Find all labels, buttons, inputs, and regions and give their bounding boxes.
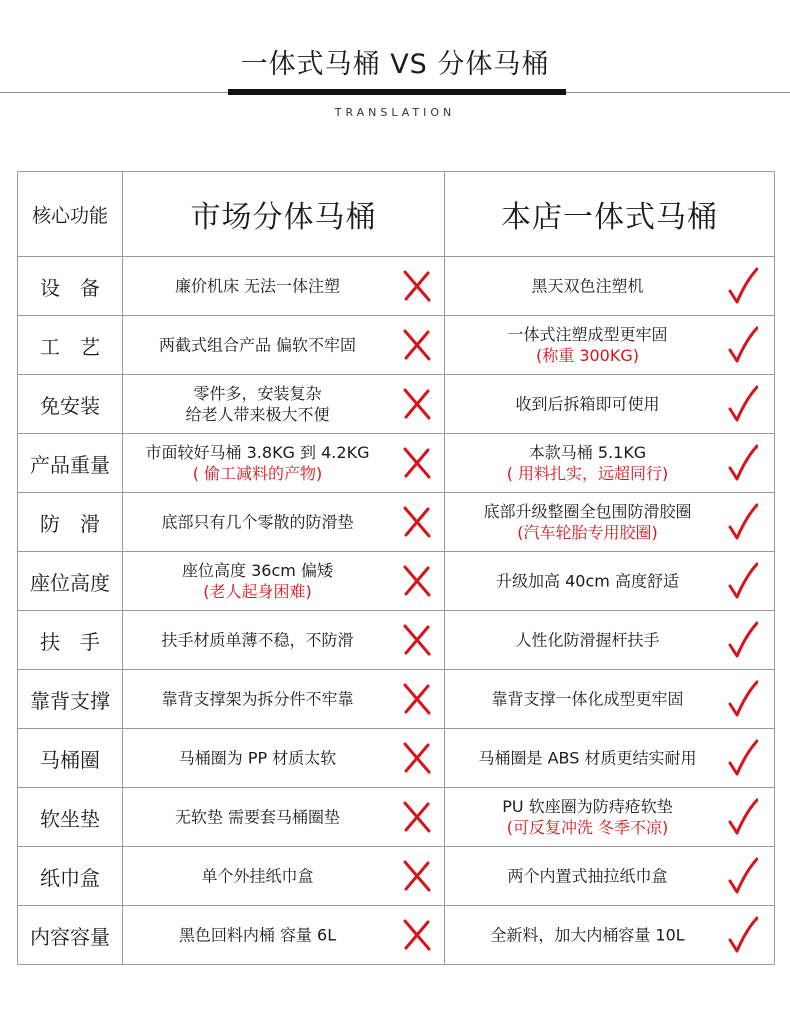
cell-line: 两截式组合产品 偏软不牢固 bbox=[158, 335, 357, 355]
table-row bbox=[18, 493, 775, 552]
ours-text bbox=[453, 866, 722, 887]
cell-line: 底部升级整圈全包围防滑胶圈 bbox=[483, 502, 692, 521]
market-cell bbox=[123, 788, 445, 847]
cell-line: 座位高度 36cm 偏矮 bbox=[182, 561, 333, 580]
check-icon bbox=[728, 857, 758, 895]
ours-text bbox=[453, 394, 722, 415]
cell-line: 市面较好马桶 3.8KG 到 4.2KG bbox=[145, 443, 370, 462]
ours-cell bbox=[445, 788, 775, 847]
table-row bbox=[18, 729, 775, 788]
row-label: 工 艺 bbox=[18, 316, 123, 375]
ours-text bbox=[453, 925, 722, 946]
table-header-row bbox=[18, 172, 775, 257]
row-label: 产品重量 bbox=[18, 434, 123, 493]
cell-note-red: (称重 300KG) bbox=[535, 346, 639, 365]
market-cell bbox=[123, 906, 445, 965]
market-cell bbox=[123, 375, 445, 434]
ours-cell bbox=[445, 670, 775, 729]
check-icon bbox=[728, 326, 758, 364]
cell-line: 黑天双色注塑机 bbox=[531, 276, 644, 296]
market-text bbox=[131, 630, 384, 651]
check-icon bbox=[728, 503, 758, 541]
cell-line: 全新料，加大内桶容量 10L bbox=[490, 925, 685, 945]
cell-line: 给老人带来极大不便 bbox=[185, 405, 330, 424]
cross-icon bbox=[402, 565, 432, 597]
ours-cell bbox=[445, 434, 775, 493]
column-header-ours: 本店一体式马桶 bbox=[445, 172, 775, 257]
ours-text bbox=[453, 689, 722, 710]
check-icon bbox=[728, 385, 758, 423]
cell-line: 人性化防滑握杆扶手 bbox=[515, 630, 660, 650]
column-header-market: 市场分体马桶 bbox=[123, 172, 445, 257]
market-text bbox=[131, 512, 384, 533]
market-text bbox=[131, 335, 384, 356]
table-row bbox=[18, 670, 775, 729]
cell-note-red: (可反复冲洗 冬季不凉) bbox=[506, 818, 669, 837]
market-text bbox=[131, 276, 384, 297]
row-label: 纸巾盒 bbox=[18, 847, 123, 906]
row-label: 靠背支撑 bbox=[18, 670, 123, 729]
cross-icon bbox=[402, 860, 432, 892]
ours-text bbox=[453, 442, 722, 484]
row-label: 软坐垫 bbox=[18, 788, 123, 847]
cell-line: 黑色回料内桶 容量 6L bbox=[178, 925, 337, 945]
page-subtitle: TRANSLATION bbox=[334, 106, 456, 119]
cell-note-red: (老人起身困难) bbox=[203, 582, 312, 601]
market-cell bbox=[123, 434, 445, 493]
cross-icon bbox=[402, 683, 432, 715]
market-cell bbox=[123, 670, 445, 729]
title-underline-bar bbox=[228, 89, 566, 95]
table-row bbox=[18, 611, 775, 670]
comparison-table bbox=[17, 171, 775, 965]
row-label: 马桶圈 bbox=[18, 729, 123, 788]
cell-note-red: ( 用料扎实，远超同行) bbox=[506, 464, 669, 483]
table-row bbox=[18, 316, 775, 375]
check-icon bbox=[728, 621, 758, 659]
cross-icon bbox=[402, 270, 432, 302]
cross-icon bbox=[402, 447, 432, 479]
market-text bbox=[131, 866, 384, 887]
page-header bbox=[0, 0, 790, 130]
cross-icon bbox=[402, 742, 432, 774]
market-cell bbox=[123, 552, 445, 611]
ours-text bbox=[453, 276, 722, 297]
row-label: 座位高度 bbox=[18, 552, 123, 611]
cell-line: 两个内置式抽拉纸巾盒 bbox=[507, 866, 668, 886]
market-cell bbox=[123, 257, 445, 316]
cell-line: 廉价机床 无法一体注塑 bbox=[174, 276, 341, 296]
ours-text bbox=[453, 748, 722, 769]
market-text bbox=[131, 689, 384, 710]
cell-line: 收到后拆箱即可使用 bbox=[515, 394, 660, 414]
table-row bbox=[18, 375, 775, 434]
table-row bbox=[18, 847, 775, 906]
ours-text bbox=[453, 630, 722, 651]
ours-text bbox=[453, 571, 722, 592]
cell-line: 扶手材质单薄不稳，不防滑 bbox=[161, 630, 354, 650]
check-icon bbox=[728, 444, 758, 482]
ours-cell bbox=[445, 257, 775, 316]
cell-line: 底部只有几个零散的防滑垫 bbox=[161, 512, 354, 532]
market-cell bbox=[123, 493, 445, 552]
row-label: 内容容量 bbox=[18, 906, 123, 965]
ours-text bbox=[453, 324, 722, 366]
ours-cell bbox=[445, 552, 775, 611]
check-icon bbox=[728, 798, 758, 836]
ours-cell bbox=[445, 906, 775, 965]
cell-note-red: (汽车轮胎专用胶圈) bbox=[517, 523, 658, 542]
cell-line: 靠背支撑架为拆分件不牢靠 bbox=[161, 689, 354, 709]
table-row bbox=[18, 906, 775, 965]
cross-icon bbox=[402, 329, 432, 361]
table-row bbox=[18, 552, 775, 611]
ours-cell bbox=[445, 611, 775, 670]
market-text bbox=[131, 748, 384, 769]
cross-icon bbox=[402, 388, 432, 420]
cell-line: 马桶圈是 ABS 材质更结实耐用 bbox=[478, 748, 697, 768]
cross-icon bbox=[402, 801, 432, 833]
ours-text bbox=[453, 796, 722, 838]
market-cell bbox=[123, 847, 445, 906]
ours-text bbox=[453, 501, 722, 543]
ours-cell bbox=[445, 729, 775, 788]
table-row bbox=[18, 434, 775, 493]
cell-line: 升级加高 40cm 高度舒适 bbox=[496, 571, 679, 591]
cell-line: PU 软座圈为防痔疮软垫 bbox=[502, 797, 673, 816]
check-icon bbox=[728, 267, 758, 305]
table-row bbox=[18, 788, 775, 847]
table-row bbox=[18, 257, 775, 316]
cell-line: 一体式注塑成型更牢固 bbox=[507, 325, 668, 344]
cell-line: 无软垫 需要套马桶圈垫 bbox=[174, 807, 341, 827]
ours-cell bbox=[445, 847, 775, 906]
cell-line: 马桶圈为 PP 材质太软 bbox=[178, 748, 337, 768]
market-text bbox=[131, 560, 384, 602]
column-header-label: 核心功能 bbox=[18, 172, 123, 257]
row-label: 免安装 bbox=[18, 375, 123, 434]
market-text bbox=[131, 442, 384, 484]
row-label: 防 滑 bbox=[18, 493, 123, 552]
row-label: 设 备 bbox=[18, 257, 123, 316]
check-icon bbox=[728, 739, 758, 777]
cross-icon bbox=[402, 624, 432, 656]
ours-cell bbox=[445, 493, 775, 552]
cell-line: 靠背支撑一体化成型更牢固 bbox=[491, 689, 684, 709]
market-text bbox=[131, 807, 384, 828]
cell-line: 零件多，安装复杂 bbox=[193, 384, 322, 403]
check-icon bbox=[728, 680, 758, 718]
ours-cell bbox=[445, 316, 775, 375]
market-cell bbox=[123, 316, 445, 375]
cross-icon bbox=[402, 506, 432, 538]
check-icon bbox=[728, 562, 758, 600]
market-text bbox=[131, 383, 384, 425]
ours-cell bbox=[445, 375, 775, 434]
cell-note-red: ( 偷工减料的产物) bbox=[192, 464, 323, 483]
cell-line: 单个外挂纸巾盒 bbox=[201, 866, 314, 886]
market-text bbox=[131, 925, 384, 946]
cross-icon bbox=[402, 919, 432, 951]
row-label: 扶 手 bbox=[18, 611, 123, 670]
page-title: 一体式马桶 VS 分体马桶 bbox=[240, 49, 550, 80]
market-cell bbox=[123, 611, 445, 670]
check-icon bbox=[728, 916, 758, 954]
market-cell bbox=[123, 729, 445, 788]
cell-line: 本款马桶 5.1KG bbox=[528, 443, 647, 462]
